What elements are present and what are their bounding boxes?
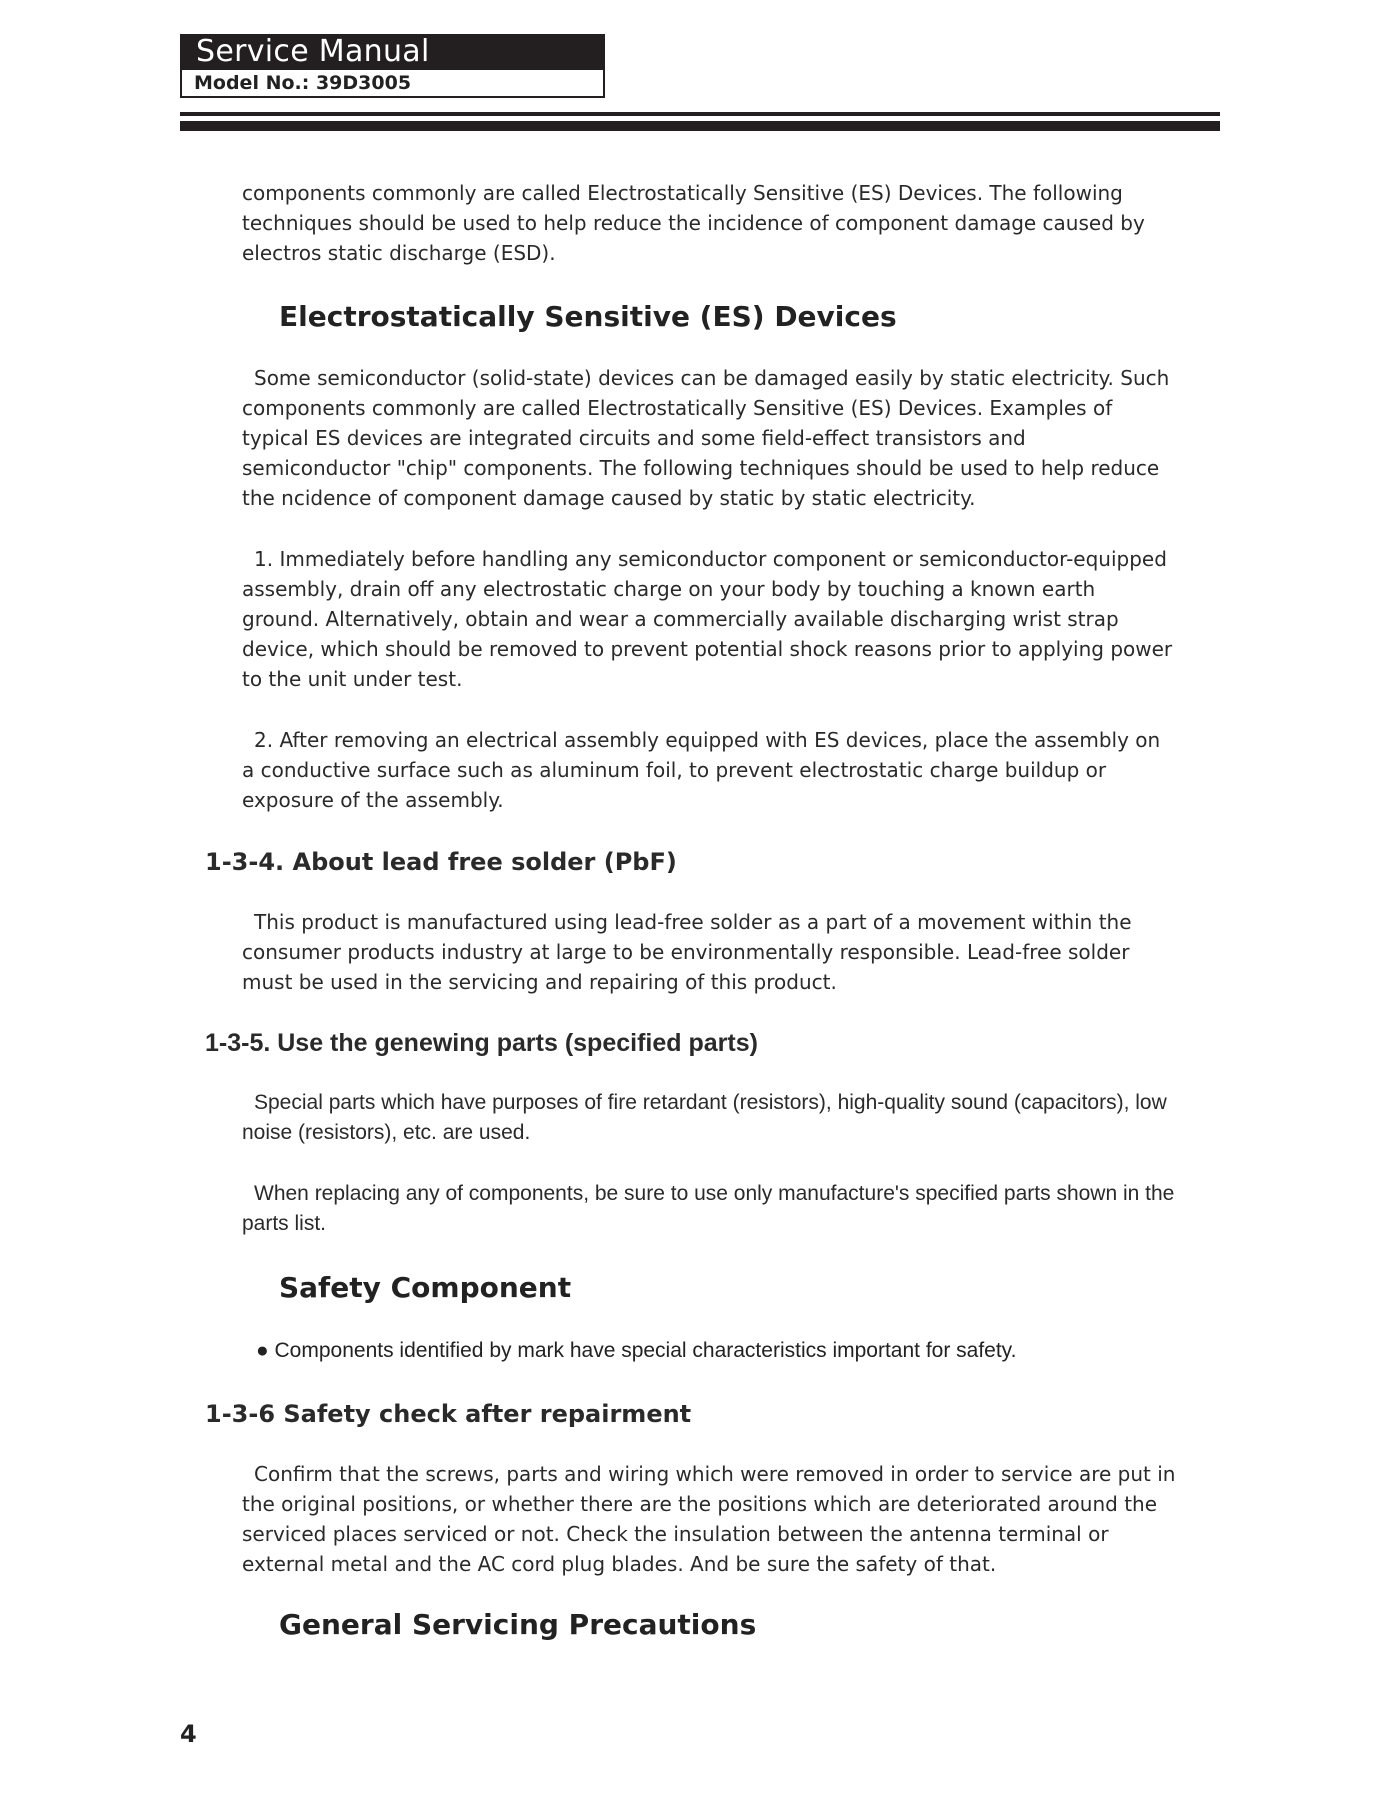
es-devices-item-1: 1. Immediately before handling any semiconductor component or semiconductor-equipped assembly, drain off any electrostatic charge on your body by touching a known earth ground. Alternatively, obtain and wear a commercially available discharging wrist strap device, which should be removed to prevent potential shock reasons prior to applying power to the unit under test. — [242, 547, 1173, 691]
page-number: 4 — [180, 1720, 197, 1748]
es-devices-paragraph: Some semiconductor (solid-state) devices can be damaged easily by static electricity. Such components commonly are called Electrostatically Sensitive (ES) Devices. Examples of typical ES devices are integrated circuits and some field-effect transistors and semiconductor "chip" components. The following techniques should be used to help reduce the ncidence of component damage caused by static by static electricity. — [242, 366, 1170, 510]
intro-paragraph: components commonly are called Electrostatically Sensitive (ES) Devices. The following techniques should be used to help reduce the incidence of component damage caused by electros static discharge (ESD). — [242, 181, 1145, 265]
heading-safety-check: 1-3-6 Safety check after repairment — [205, 1400, 692, 1428]
lead-free-paragraph: This product is manufactured using lead-free solder as a part of a movement within the consumer products industry at large to be environmentally responsible. Lead-free solder must be used in the servicing and repairing of this product. — [242, 910, 1132, 994]
heading-es-devices: Electrostatically Sensitive (ES) Devices — [279, 300, 897, 333]
heading-general-servicing: General Servicing Precautions — [279, 1608, 757, 1641]
heading-genewing-parts: 1-3-5. Use the genewing parts (specified parts) — [205, 1029, 758, 1057]
es-devices-item-2: 2. After removing an electrical assembly equipped with ES devices, place the assembly on a conductive surface such as aluminum foil, to prevent electrostatic charge buildup or exposure of the assembly. — [242, 728, 1161, 812]
header-rule-thin — [180, 112, 1220, 116]
safety-component-bullet: ● Components identified by mark have special characteristics important for safety. — [256, 1339, 1017, 1362]
genewing-paragraph-1: Special parts which have purposes of fire retardant (resistors), high-quality sound (capacitors), low noise (resistors), etc. are used. — [242, 1091, 1167, 1144]
genewing-paragraph-2: When replacing any of components, be sure to use only manufacture's specified parts shown in the parts list. — [242, 1182, 1175, 1235]
safety-check-paragraph: Confirm that the screws, parts and wiring which were removed in order to service are put in the original positions, or whether there are the positions which are deteriorated around the serviced places serviced or not. Check the insulation between the antenna terminal or external metal and the AC cord plug blades. And be sure the safety of that. — [242, 1462, 1176, 1576]
header-rule-thick — [180, 121, 1220, 131]
heading-lead-free-solder: 1-3-4. About lead free solder (PbF) — [205, 848, 677, 876]
header-model-number: Model No.: 39D3005 — [180, 70, 605, 98]
header-title: Service Manual — [180, 34, 605, 70]
heading-safety-component: Safety Component — [279, 1271, 572, 1304]
page-header — [180, 34, 605, 98]
